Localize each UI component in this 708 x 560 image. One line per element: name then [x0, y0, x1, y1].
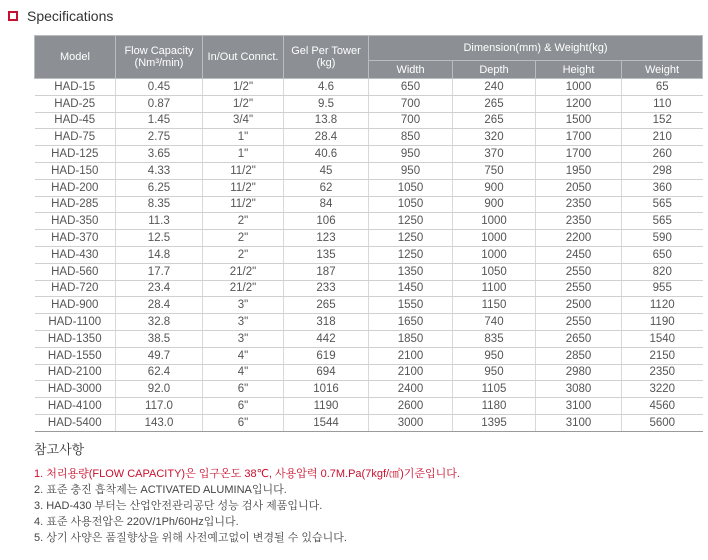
- cell-flow-capacity: 0.87: [116, 95, 203, 112]
- cell-flow-capacity: 3.65: [116, 146, 203, 163]
- cell-connection: 3": [203, 297, 284, 314]
- table-row: [35, 398, 703, 415]
- table-row: [35, 230, 703, 247]
- cell-flow-capacity: 0.45: [116, 79, 203, 96]
- cell-flow-capacity: 28.4: [116, 297, 203, 314]
- cell-gel: 84: [284, 196, 369, 213]
- cell-gel: 187: [284, 263, 369, 280]
- cell-gel: 265: [284, 297, 369, 314]
- cell-width: 1250: [369, 213, 453, 230]
- table-row: [35, 381, 703, 398]
- cell-model: HAD-900: [35, 297, 116, 314]
- cell-weight: 360: [622, 179, 703, 196]
- cell-connection: 6": [203, 414, 284, 431]
- cell-depth: 835: [453, 330, 536, 347]
- cell-flow-capacity: 92.0: [116, 381, 203, 398]
- cell-gel: 4.6: [284, 79, 369, 96]
- cell-gel: 1544: [284, 414, 369, 431]
- cell-model: HAD-25: [35, 95, 116, 112]
- cell-model: HAD-150: [35, 162, 116, 179]
- cell-connection: 3": [203, 330, 284, 347]
- cell-model: HAD-15: [35, 79, 116, 96]
- cell-model: HAD-125: [35, 146, 116, 163]
- cell-flow-capacity: 117.0: [116, 398, 203, 415]
- cell-weight: 2150: [622, 347, 703, 364]
- cell-width: 700: [369, 112, 453, 129]
- cell-width: 2100: [369, 347, 453, 364]
- note-item: 5. 상기 사양은 품질향상을 위해 사전예고없이 변경될 수 있습니다.: [34, 532, 347, 544]
- cell-weight: 5600: [622, 414, 703, 431]
- cell-gel: 1016: [284, 381, 369, 398]
- cell-height: 1950: [536, 162, 622, 179]
- cell-flow-capacity: 8.35: [116, 196, 203, 213]
- cell-gel: 694: [284, 364, 369, 381]
- cell-connection: 11/2": [203, 179, 284, 196]
- header-dimension: Dimension(mm) & Weight(kg): [369, 36, 703, 61]
- cell-model: HAD-1550: [35, 347, 116, 364]
- cell-width: 1650: [369, 314, 453, 331]
- cell-weight: 260: [622, 146, 703, 163]
- header-connection: In/Out Connct.: [203, 36, 284, 79]
- table-row: [35, 179, 703, 196]
- cell-width: 850: [369, 129, 453, 146]
- cell-gel: 233: [284, 280, 369, 297]
- cell-weight: 210: [622, 129, 703, 146]
- cell-depth: 1000: [453, 230, 536, 247]
- cell-connection: 1/2": [203, 79, 284, 96]
- cell-weight: 565: [622, 196, 703, 213]
- cell-flow-capacity: 1.45: [116, 112, 203, 129]
- cell-height: 1500: [536, 112, 622, 129]
- cell-width: 1450: [369, 280, 453, 297]
- cell-width: 1350: [369, 263, 453, 280]
- table-row: [35, 95, 703, 112]
- cell-depth: 265: [453, 112, 536, 129]
- cell-depth: 240: [453, 79, 536, 96]
- cell-height: 2350: [536, 213, 622, 230]
- cell-depth: 265: [453, 95, 536, 112]
- cell-depth: 1000: [453, 213, 536, 230]
- cell-depth: 1000: [453, 246, 536, 263]
- cell-weight: 590: [622, 230, 703, 247]
- header-height: Height: [536, 61, 622, 79]
- cell-weight: 298: [622, 162, 703, 179]
- header-gel: [284, 36, 369, 79]
- table-row: [35, 196, 703, 213]
- cell-flow-capacity: 17.7: [116, 263, 203, 280]
- cell-depth: 900: [453, 196, 536, 213]
- cell-connection: 2": [203, 213, 284, 230]
- cell-connection: 21/2": [203, 280, 284, 297]
- cell-connection: 1": [203, 129, 284, 146]
- section-heading: [8, 6, 113, 26]
- cell-connection: 2": [203, 246, 284, 263]
- cell-model: HAD-3000: [35, 381, 116, 398]
- header-weight: Weight: [622, 61, 703, 79]
- table-row: [35, 297, 703, 314]
- cell-height: 3080: [536, 381, 622, 398]
- cell-width: 2100: [369, 364, 453, 381]
- cell-weight: 955: [622, 280, 703, 297]
- cell-model: HAD-4100: [35, 398, 116, 415]
- cell-flow-capacity: 23.4: [116, 280, 203, 297]
- cell-model: HAD-1100: [35, 314, 116, 331]
- cell-depth: 1105: [453, 381, 536, 398]
- cell-depth: 950: [453, 347, 536, 364]
- cell-weight: 1190: [622, 314, 703, 331]
- cell-width: 1050: [369, 196, 453, 213]
- cell-weight: 565: [622, 213, 703, 230]
- cell-connection: 3/4": [203, 112, 284, 129]
- cell-flow-capacity: 4.33: [116, 162, 203, 179]
- cell-flow-capacity: 2.75: [116, 129, 203, 146]
- cell-depth: 750: [453, 162, 536, 179]
- header-flow-capacity: [116, 36, 203, 79]
- cell-model: HAD-560: [35, 263, 116, 280]
- cell-connection: 6": [203, 398, 284, 415]
- cell-height: 2050: [536, 179, 622, 196]
- cell-gel: 1190: [284, 398, 369, 415]
- notes-section: [34, 439, 460, 546]
- header-width: Width: [369, 61, 453, 79]
- square-bullet-icon: [8, 11, 18, 21]
- cell-model: HAD-285: [35, 196, 116, 213]
- cell-height: 2550: [536, 314, 622, 331]
- table-row: [35, 330, 703, 347]
- cell-model: HAD-720: [35, 280, 116, 297]
- cell-width: 1550: [369, 297, 453, 314]
- cell-gel: 106: [284, 213, 369, 230]
- cell-height: 2550: [536, 280, 622, 297]
- table-row: [35, 246, 703, 263]
- table-row: [35, 314, 703, 331]
- cell-connection: 6": [203, 381, 284, 398]
- cell-model: HAD-350: [35, 213, 116, 230]
- cell-model: HAD-1350: [35, 330, 116, 347]
- cell-flow-capacity: 38.5: [116, 330, 203, 347]
- cell-connection: 1": [203, 146, 284, 163]
- cell-weight: 3220: [622, 381, 703, 398]
- cell-width: 3000: [369, 414, 453, 431]
- table-row: [35, 263, 703, 280]
- cell-weight: 820: [622, 263, 703, 280]
- cell-weight: 1120: [622, 297, 703, 314]
- specifications-table: [34, 35, 703, 432]
- cell-weight: 110: [622, 95, 703, 112]
- cell-height: 2650: [536, 330, 622, 347]
- cell-width: 1250: [369, 246, 453, 263]
- cell-height: 3100: [536, 414, 622, 431]
- cell-model: HAD-430: [35, 246, 116, 263]
- cell-gel: 619: [284, 347, 369, 364]
- header-model: Model: [35, 36, 116, 79]
- header-depth: Depth: [453, 61, 536, 79]
- header-gel-label: Gel Per Tower: [291, 45, 361, 57]
- table-row: [35, 162, 703, 179]
- cell-connection: 4": [203, 364, 284, 381]
- table-body: [35, 79, 703, 432]
- cell-height: 2200: [536, 230, 622, 247]
- cell-depth: 1180: [453, 398, 536, 415]
- table-row: [35, 146, 703, 163]
- cell-height: 1000: [536, 79, 622, 96]
- note-item: 3. HAD-430 부터는 산업안전관리공단 성능 검사 제품입니다.: [34, 500, 323, 512]
- cell-model: HAD-45: [35, 112, 116, 129]
- cell-width: 2600: [369, 398, 453, 415]
- cell-depth: 370: [453, 146, 536, 163]
- cell-connection: 3": [203, 314, 284, 331]
- cell-height: 2980: [536, 364, 622, 381]
- cell-model: HAD-370: [35, 230, 116, 247]
- cell-depth: 320: [453, 129, 536, 146]
- cell-connection: 21/2": [203, 263, 284, 280]
- cell-flow-capacity: 32.8: [116, 314, 203, 331]
- cell-flow-capacity: 49.7: [116, 347, 203, 364]
- note-item: 1. 처리용량(FLOW CAPACITY)은 입구온도 38℃, 사용압력 0.7M.Pa(7kgf/㎠)기준입니다.: [34, 468, 460, 480]
- cell-gel: 45: [284, 162, 369, 179]
- cell-depth: 1150: [453, 297, 536, 314]
- table-row: [35, 213, 703, 230]
- cell-width: 1050: [369, 179, 453, 196]
- table-row: [35, 364, 703, 381]
- cell-model: HAD-2100: [35, 364, 116, 381]
- cell-width: 700: [369, 95, 453, 112]
- table-row: [35, 112, 703, 129]
- cell-depth: 900: [453, 179, 536, 196]
- cell-gel: 123: [284, 230, 369, 247]
- cell-gel: 13.8: [284, 112, 369, 129]
- header-flow-unit: (Nm³/min): [134, 57, 184, 69]
- cell-height: 1200: [536, 95, 622, 112]
- table-row: [35, 79, 703, 96]
- table-row: [35, 347, 703, 364]
- cell-connection: 11/2": [203, 162, 284, 179]
- cell-height: 1700: [536, 146, 622, 163]
- cell-flow-capacity: 143.0: [116, 414, 203, 431]
- cell-weight: 1540: [622, 330, 703, 347]
- cell-width: 950: [369, 162, 453, 179]
- cell-gel: 135: [284, 246, 369, 263]
- cell-height: 1700: [536, 129, 622, 146]
- cell-model: HAD-5400: [35, 414, 116, 431]
- cell-gel: 442: [284, 330, 369, 347]
- cell-depth: 950: [453, 364, 536, 381]
- cell-flow-capacity: 62.4: [116, 364, 203, 381]
- section-title: Specifications: [27, 8, 114, 24]
- cell-gel: 318: [284, 314, 369, 331]
- cell-flow-capacity: 6.25: [116, 179, 203, 196]
- cell-width: 1250: [369, 230, 453, 247]
- cell-gel: 62: [284, 179, 369, 196]
- cell-connection: 2": [203, 230, 284, 247]
- cell-width: 950: [369, 146, 453, 163]
- cell-weight: 65: [622, 79, 703, 96]
- note-item: 2. 표준 충진 흡착제는 ACTIVATED ALUMINA입니다.: [34, 484, 287, 496]
- cell-height: 2350: [536, 196, 622, 213]
- cell-connection: 11/2": [203, 196, 284, 213]
- cell-gel: 40.6: [284, 146, 369, 163]
- table-row: [35, 280, 703, 297]
- cell-gel: 28.4: [284, 129, 369, 146]
- cell-weight: 152: [622, 112, 703, 129]
- cell-width: 650: [369, 79, 453, 96]
- cell-width: 2400: [369, 381, 453, 398]
- cell-depth: 1100: [453, 280, 536, 297]
- table-row: [35, 414, 703, 431]
- cell-weight: 4560: [622, 398, 703, 415]
- cell-depth: 740: [453, 314, 536, 331]
- notes-title: 참고사항: [34, 442, 85, 457]
- cell-connection: 1/2": [203, 95, 284, 112]
- cell-weight: 650: [622, 246, 703, 263]
- cell-height: 2550: [536, 263, 622, 280]
- header-gel-unit: (kg): [316, 57, 336, 69]
- cell-width: 1850: [369, 330, 453, 347]
- cell-gel: 9.5: [284, 95, 369, 112]
- cell-flow-capacity: 14.8: [116, 246, 203, 263]
- cell-connection: 4": [203, 347, 284, 364]
- cell-height: 2450: [536, 246, 622, 263]
- cell-height: 2500: [536, 297, 622, 314]
- cell-model: HAD-75: [35, 129, 116, 146]
- header-flow-capacity-label: Flow Capacity: [124, 45, 194, 57]
- cell-model: HAD-200: [35, 179, 116, 196]
- cell-height: 3100: [536, 398, 622, 415]
- table-row: [35, 129, 703, 146]
- cell-depth: 1050: [453, 263, 536, 280]
- cell-height: 2850: [536, 347, 622, 364]
- note-item: 4. 표준 사용전압은 220V/1Ph/60Hz입니다.: [34, 516, 239, 528]
- cell-flow-capacity: 11.3: [116, 213, 203, 230]
- cell-flow-capacity: 12.5: [116, 230, 203, 247]
- cell-depth: 1395: [453, 414, 536, 431]
- cell-weight: 2350: [622, 364, 703, 381]
